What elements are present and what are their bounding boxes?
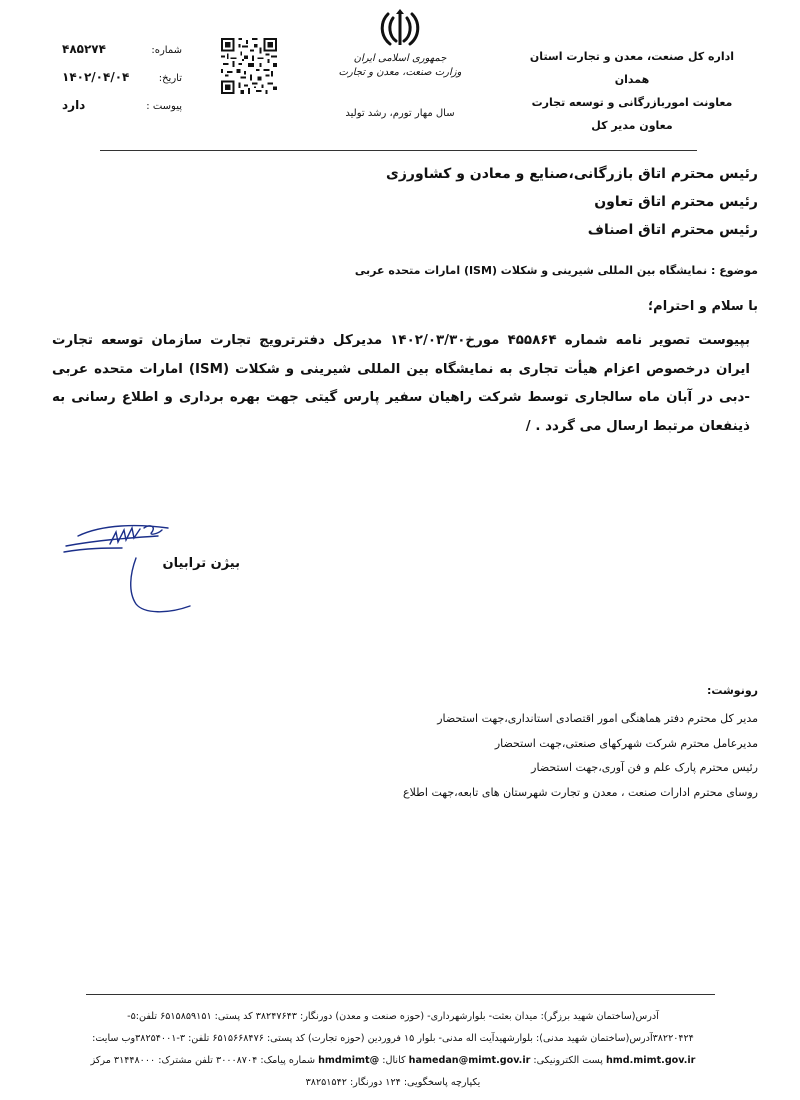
cc-title: رونوشت: (706, 684, 758, 697)
organization-header (512, 45, 752, 137)
date-label: تاریخ: (158, 73, 182, 84)
cc-item: رئیس محترم پارک علم و فن آوری،جهت استحضار (531, 761, 758, 774)
year-slogan: سال مهار تورم، رشد تولید (345, 108, 455, 119)
greeting: با سلام و احترام؛ (647, 299, 758, 314)
footer-address-1: آدرس(ساختمان شهید برزگر): میدان بعثت- بلوارشهرداری- (حوزه صنعت و معدن) دورنگار: ۳۸۲۴۷۶۴۳ کد پستی: ۶۵۱۵۸۵۹۱۵۱ تلفن:۵- (127, 1011, 659, 1022)
recipient-line: رئیس محترم اتاق اصناف (587, 222, 758, 238)
attachment-row (62, 92, 182, 120)
footer-email-label: پست الکترونیکی: (533, 1055, 603, 1066)
number-label: شماره: (151, 45, 182, 56)
footer-website[interactable]: hmd.mimt.gov.ir (605, 1055, 696, 1066)
date-value: ۱۴۰۲/۰۴/۰۴ (62, 70, 130, 84)
recipients (58, 160, 758, 244)
footer-response-line: یکپارچه پاسخگویی: ۱۲۴ دورنگار: ۳۸۲۵۱۵۴۲ (305, 1077, 481, 1088)
footer-subscriber: ۳۱۴۴۸۰۰۰ (113, 1055, 156, 1066)
footer-sms-label: شماره پیامک: (260, 1055, 316, 1066)
header-divider (100, 150, 697, 151)
footer (28, 1006, 758, 1094)
footer-center: مرکز (90, 1055, 111, 1066)
footer-address-2: ۳۸۲۲۰۴۲۴آدرس(ساختمان شهید مدنی): بلوارشهیدآیت اله مدنی- بلوار ۱۵ فروردین (حوزه تجارت) کد پستی: ۶۵۱۵۶۶۸۴۷۶ تلفن: ۳-۳۸۲۵۴۰۰۱وب سایت: (92, 1033, 694, 1044)
footer-subscriber-label: تلفن مشترک: (158, 1055, 213, 1066)
footer-sms: ۳۰۰۰۸۷۰۴ (216, 1055, 258, 1066)
ministry-title (335, 52, 465, 80)
ministry-line: وزارت صنعت، معدن و تجارت (338, 67, 462, 78)
letter-meta (62, 36, 182, 120)
number-value: ۴۸۵۲۷۴ (62, 42, 106, 56)
footer-channel[interactable]: @hmdmimt (318, 1055, 380, 1066)
recipient-line: رئیس محترم اتاق تعاون (594, 194, 758, 210)
qr-code-icon[interactable] (221, 38, 277, 94)
footer-contact-line (28, 1050, 758, 1072)
recipient-line: رئیس محترم اتاق بازرگانی،صنایع و معادن و کشاورزی (386, 166, 758, 182)
number-row (62, 36, 182, 64)
footer-email[interactable]: hamedan@mimt.gov.ir (408, 1055, 531, 1066)
iran-emblem-icon (372, 8, 428, 50)
attachment-label: پیوست : (146, 101, 182, 112)
cc-item: روسای محترم ادارات صنعت ، معدن و تجارت شهرستان های تابعه،جهت اطلاع (403, 785, 758, 799)
attachment-value: دارد (62, 98, 86, 112)
cc-item: مدیر کل محترم دفتر هماهنگی امور اقتصادی استانداری،جهت استحضار (437, 712, 758, 725)
org-line: معاون مدیر کل (591, 119, 673, 132)
org-line: معاونت اموربازرگانی و توسعه تجارت (531, 96, 733, 109)
footer-channel-label: کانال: (382, 1055, 406, 1066)
footer-divider (86, 994, 715, 995)
letter-body: بپیوست تصویر نامه شماره ۴۵۵۸۶۴ مورخ۱۴۰۲/۰۳/۳۰ مدیرکل دفترترویج تجارت سازمان توسعه تجارت ایران درخصوص اعزام هیأت تجاری به نمایشگاه بین المللی شیرینی و شکلات (ISM) امارات متحده عربی -دبی در آبان ماه سالجاری توسط شرکت راهیان سفیر پارس گیتی جهت بهره برداری و اطلاع رسانی به ذینفعان مرتبط ارسال می گردد . / (52, 333, 751, 434)
signer-name: بیژن ترابیان (162, 556, 240, 571)
cc-item: مدیرعامل محترم شرکت شهرکهای صنعتی،جهت استحضار (494, 736, 758, 750)
subject-line: موضوع : نمایشگاه بین المللی شیرینی و شکلات (ISM) امارات متحده عربی (354, 264, 758, 277)
date-row (62, 64, 182, 92)
ministry-line: جمهوری اسلامی ایران (353, 53, 447, 64)
cc-list (258, 707, 758, 805)
org-line: اداره کل صنعت، معدن و تجارت استان همدان (529, 50, 735, 86)
